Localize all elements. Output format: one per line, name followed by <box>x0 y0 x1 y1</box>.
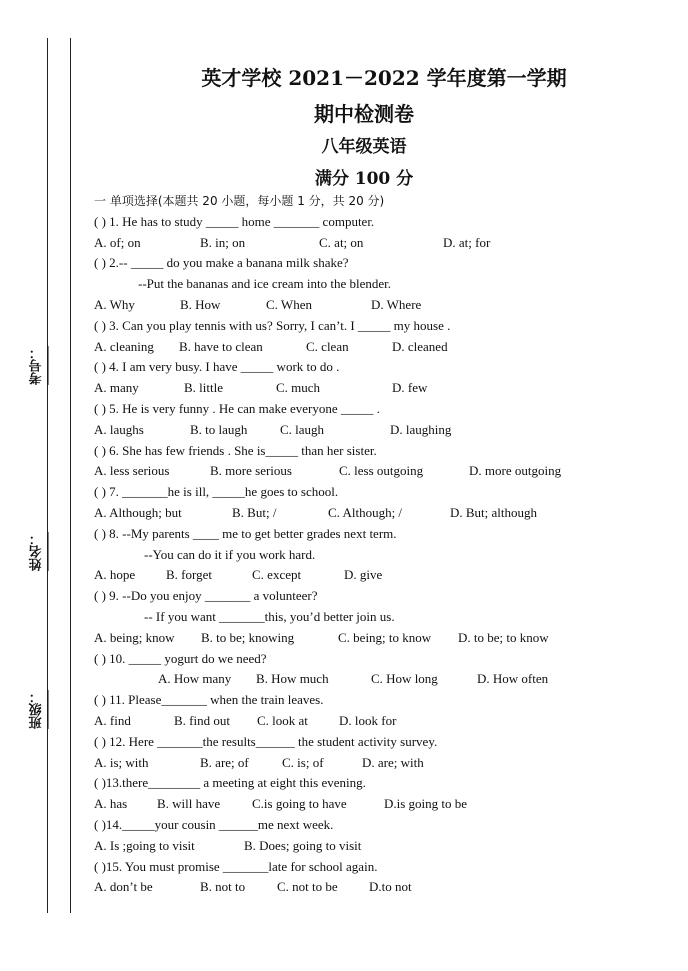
exam-number-label: 考号： <box>29 346 45 386</box>
option-c: C. How long <box>371 671 438 687</box>
question-options <box>94 295 594 316</box>
option-b: B. forget <box>166 567 212 583</box>
option-d: D. are; with <box>362 754 424 770</box>
question-dialogue: -- If you want _______this, you’d better join us. <box>144 608 395 624</box>
option-d: D. few <box>392 380 428 396</box>
option-b: B. not to <box>200 879 246 895</box>
option-a: A. find <box>94 712 131 728</box>
option-b: B. How much <box>256 671 329 687</box>
question-options <box>94 877 594 898</box>
option-c: C. clean <box>306 338 349 354</box>
class-label: 班级： <box>29 690 45 730</box>
option-d: D. But; although <box>450 504 538 520</box>
option-d: D. to be; to know <box>458 629 549 645</box>
option-a: A. is; with <box>94 754 149 770</box>
name-label: 姓名： <box>29 532 45 572</box>
question-options <box>94 503 594 524</box>
question-options <box>94 794 594 815</box>
option-c: C. laugh <box>280 421 325 437</box>
question-options <box>94 337 594 358</box>
question-options <box>94 711 594 732</box>
option-c: C. much <box>276 380 321 396</box>
option-a: A. hope <box>94 567 136 583</box>
option-b: B. more serious <box>210 463 292 479</box>
question-options <box>94 669 594 690</box>
total-score: 满分 100 分 <box>314 169 414 189</box>
option-a: A. Is ;going to visit <box>94 837 195 853</box>
option-b: B. in; on <box>200 234 246 250</box>
question-stem: ( ) 4. I am very busy. I have _____ work to do . <box>94 359 340 375</box>
option-c: C. being; to know <box>338 629 432 645</box>
option-c: C. less outgoing <box>339 463 424 479</box>
exam-title: 期中检测卷 <box>314 102 414 126</box>
question-stem: ( ) 12. Here _______the results______ the student activity survey. <box>94 733 438 749</box>
option-d: D. at; for <box>443 234 491 250</box>
question-stem: ( ) 1. He has to study _____ home _______ computer. <box>94 213 375 229</box>
option-c: C. Although; / <box>328 504 403 520</box>
question-dialogue: --Put the bananas and ice cream into the blender. <box>138 276 392 292</box>
option-b: B. find out <box>174 712 230 728</box>
option-c: C. is; of <box>282 754 324 770</box>
option-d: D. more outgoing <box>469 463 562 479</box>
question-stem: ( ) 3. Can you play tennis with us? Sorry, I can’t. I _____ my house . <box>94 317 451 333</box>
question-stem: ( )13.there________ a meeting at eight this evening. <box>94 775 366 791</box>
school-title: 英才学校 2021－2022 学年度第一学期 <box>201 66 567 90</box>
question-options <box>94 378 594 399</box>
section-heading: 一 单项选择(本题共 20 小题，每小题 1 分，共 20 分) <box>94 194 385 208</box>
option-d: D. Where <box>371 296 422 312</box>
option-b: B. to be; knowing <box>201 629 295 645</box>
question-options <box>94 420 594 441</box>
option-d: D. look for <box>339 712 397 728</box>
option-d: D.is going to be <box>384 796 468 812</box>
option-b: B. to laugh <box>190 421 248 437</box>
question-stem: ( ) 9. --Do you enjoy _______ a volunteer? <box>94 588 318 604</box>
option-a: A. of; on <box>94 234 141 250</box>
option-c: C. at; on <box>319 234 364 250</box>
option-d: D.to not <box>369 879 412 895</box>
option-d: D. laughing <box>390 421 452 437</box>
question-stem: ( ) 2.-- _____ do you make a banana milk shake? <box>94 255 349 271</box>
question-options <box>94 461 594 482</box>
question-stem: ( ) 8. --My parents ____ me to get better grades next term. <box>94 525 397 541</box>
option-a: A. many <box>94 380 139 396</box>
option-c: C. When <box>266 296 312 312</box>
question-options <box>94 628 594 649</box>
question-stem: ( ) 11. Please_______ when the train leaves. <box>94 692 324 708</box>
option-d: D. cleaned <box>392 338 448 354</box>
option-c: C. except <box>252 567 302 583</box>
question-stem: ( ) 5. He is very funny . He can make everyone _____ . <box>94 400 380 416</box>
option-b: B. are; of <box>200 754 249 770</box>
option-a: A. less serious <box>94 463 170 479</box>
option-a: A. being; know <box>94 629 175 645</box>
option-c: C. look at <box>257 712 308 728</box>
option-a: A. has <box>94 796 128 812</box>
option-d: D. give <box>344 567 383 583</box>
question-list <box>94 191 594 898</box>
subject-title: 八年级英语 <box>321 137 407 157</box>
question-stem: ( )14._____your cousin ______me next week. <box>94 816 334 832</box>
option-b: B. How <box>180 296 221 312</box>
option-b: B. have to clean <box>179 338 263 354</box>
option-b: B. will have <box>157 796 221 812</box>
option-b: B. little <box>184 380 223 396</box>
question-options <box>94 753 594 774</box>
option-a: A. cleaning <box>94 338 154 354</box>
option-c: C.is going to have <box>252 796 347 812</box>
option-a: A. laughs <box>94 421 144 437</box>
option-b: B. But; / <box>232 504 277 520</box>
question-dialogue: --You can do it if you work hard. <box>144 546 316 562</box>
option-c: C. not to be <box>277 879 338 895</box>
question-options <box>94 836 594 857</box>
option-a: A. How many <box>158 671 232 687</box>
question-stem: ( )15. You must promise _______late for school again. <box>94 858 378 874</box>
question-stem: ( ) 7. _______he is ill, _____he goes to school. <box>94 484 339 500</box>
option-d: D. How often <box>477 671 549 687</box>
question-stem: ( ) 6. She has few friends . She is_____ than her sister. <box>94 442 377 458</box>
question-options <box>94 565 594 586</box>
question-stem: ( ) 10. _____ yogurt do we need? <box>94 650 267 666</box>
question-options <box>94 233 594 254</box>
option-a: A. don’t be <box>94 879 153 895</box>
option-b: B. Does; going to visit <box>244 837 362 853</box>
option-a: A. Although; but <box>94 504 182 520</box>
option-a: A. Why <box>94 296 135 312</box>
